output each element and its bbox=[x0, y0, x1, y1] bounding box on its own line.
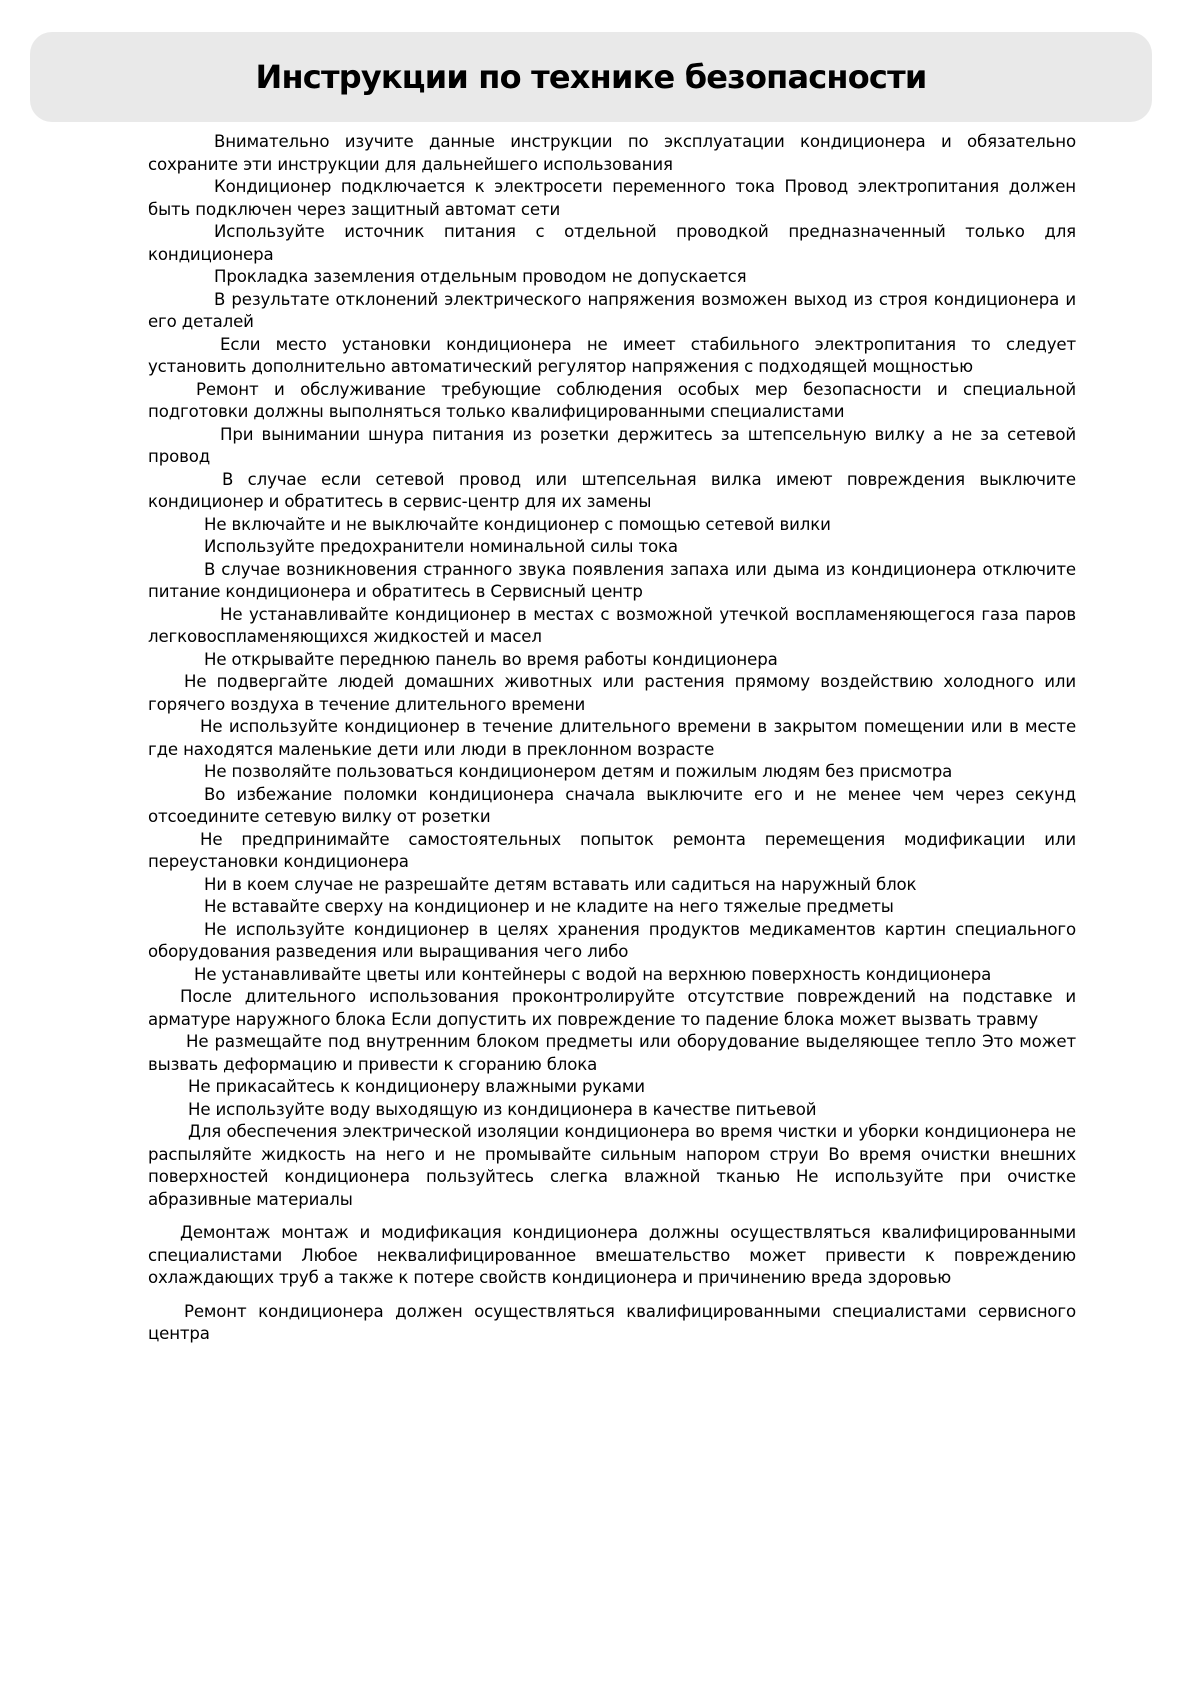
instruction-paragraph: При вынимании шнура питания из розетки держитесь за штепсельную вилку а не за сетевой провод bbox=[148, 424, 1076, 466]
instruction-paragraph: Не подвергайте людей домашних животных или растения прямому воздействию холодного или горячего воздуха в течение длительного времени bbox=[148, 672, 1076, 714]
instruction-paragraph: Используйте предохранители номинальной силы тока bbox=[204, 537, 678, 556]
instruction-paragraph: Демонтаж монтаж и модификация кондиционера должны осуществляться квалифицированными специалистами Любое неквалифицированное вмешательство может привести к повреждению охлаждающих труб а также к потере свойств кондиционера и причинению вреда здоровью bbox=[148, 1223, 1076, 1287]
page-title: Инструкции по технике безопасности bbox=[255, 58, 927, 96]
header-band bbox=[30, 32, 1152, 122]
instruction-paragraph: Не прикасайтесь к кондиционеру влажными руками bbox=[188, 1077, 645, 1096]
instruction-paragraph: Не устанавливайте цветы или контейнеры с водой на верхнюю поверхность кондиционера bbox=[194, 964, 992, 984]
instruction-paragraph: Не используйте кондиционер в целях хранения продуктов медикаментов картин специального оборудования разведения или выращивания чего либо bbox=[148, 919, 1076, 961]
instruction-paragraph: Не используйте кондиционер в течение длительного времени в закрытом помещении или в месте где находятся маленькие дети или люди в преклонном возрасте bbox=[148, 717, 1076, 759]
instruction-paragraph: Внимательно изучите данные инструкции по эксплуатации кондиционера и обязательно сохраните эти инструкции для дальнейшего использования bbox=[148, 132, 1076, 174]
instruction-paragraph: Не открывайте переднюю панель во время работы кондиционера bbox=[204, 649, 778, 669]
instruction-paragraph: Если место установки кондиционера не имеет стабильного электропитания то следует установить дополнительно автоматический регулятор напряжения с подходящей мощностью bbox=[148, 334, 1076, 376]
instruction-paragraph: Прокладка заземления отдельным проводом не допускается bbox=[214, 267, 747, 286]
instruction-paragraph: Не позволяйте пользоваться кондиционером детям и пожилым людям без присмотра bbox=[204, 762, 953, 781]
instruction-paragraph: Ни в коем случае не разрешайте детям вставать или садиться на наружный блок bbox=[204, 874, 917, 894]
instruction-paragraph: Кондиционер подключается к электросети переменного тока Провод электропитания должен быть подключен через защитный автомат сети bbox=[148, 177, 1076, 219]
instruction-paragraph: Не устанавливайте кондиционер в местах с возможной утечкой воспламеняющегося газа паров легковоспламеняющихся жидкостей и масел bbox=[148, 604, 1076, 646]
instruction-paragraph: В случае возникновения странного звука появления запаха или дыма из кондиционера отключите питание кондиционера и обратитесь в Сервисный центр bbox=[148, 559, 1076, 601]
instruction-paragraph: Во избежание поломки кондиционера сначала выключите его и не менее чем через секунд отсоедините сетевую вилку от розетки bbox=[148, 784, 1076, 826]
instruction-paragraph: Ремонт и обслуживание требующие соблюдения особых мер безопасности и специальной подготовки должны выполняться только квалифицированными специалистами bbox=[148, 379, 1076, 421]
instruction-paragraph: Не используйте воду выходящую из кондиционера в качестве питьевой bbox=[188, 1099, 817, 1119]
instruction-paragraph: Не вставайте сверху на кондиционер и не кладите на него тяжелые предметы bbox=[204, 897, 894, 916]
instruction-paragraph: После длительного использования проконтролируйте отсутствие повреждений на подставке и арматуре наружного блока Если допустить их повреждение то падение блока может вызвать травму bbox=[148, 987, 1076, 1029]
instruction-paragraph: Для обеспечения электрической изоляции кондиционера во время чистки и уборки кондиционера не распыляйте жидкость на него и не промывайте сильным напором струи Во время очистки внешних поверхностей кондиционера пользуйтесь слегка влажной тканью Не используйте при очистке абразивные материалы bbox=[148, 1122, 1076, 1209]
instruction-paragraph: Не размещайте под внутренним блоком предметы или оборудование выделяющее тепло Это может вызвать деформацию и привести к сгоранию блока bbox=[148, 1032, 1076, 1074]
instruction-paragraph: В случае если сетевой провод или штепсельная вилка имеют повреждения выключите кондиционер и обратитесь в сервис-центр для их замены bbox=[148, 469, 1076, 511]
instruction-paragraph: Используйте источник питания с отдельной проводкой предназначенный только для кондиционера bbox=[148, 222, 1076, 264]
instruction-paragraph: В результате отклонений электрического напряжения возможен выход из строя кондиционера и его деталей bbox=[148, 289, 1076, 331]
instructions-body bbox=[148, 131, 1076, 1346]
instruction-paragraph: Не включайте и не выключайте кондиционер с помощью сетевой вилки bbox=[204, 514, 831, 534]
instruction-paragraph: Не предпринимайте самостоятельных попыток ремонта перемещения модификации или переустановки кондиционера bbox=[148, 829, 1076, 871]
instruction-paragraph: Ремонт кондиционера должен осуществляться квалифицированными специалистами сервисного центра bbox=[148, 1301, 1076, 1343]
